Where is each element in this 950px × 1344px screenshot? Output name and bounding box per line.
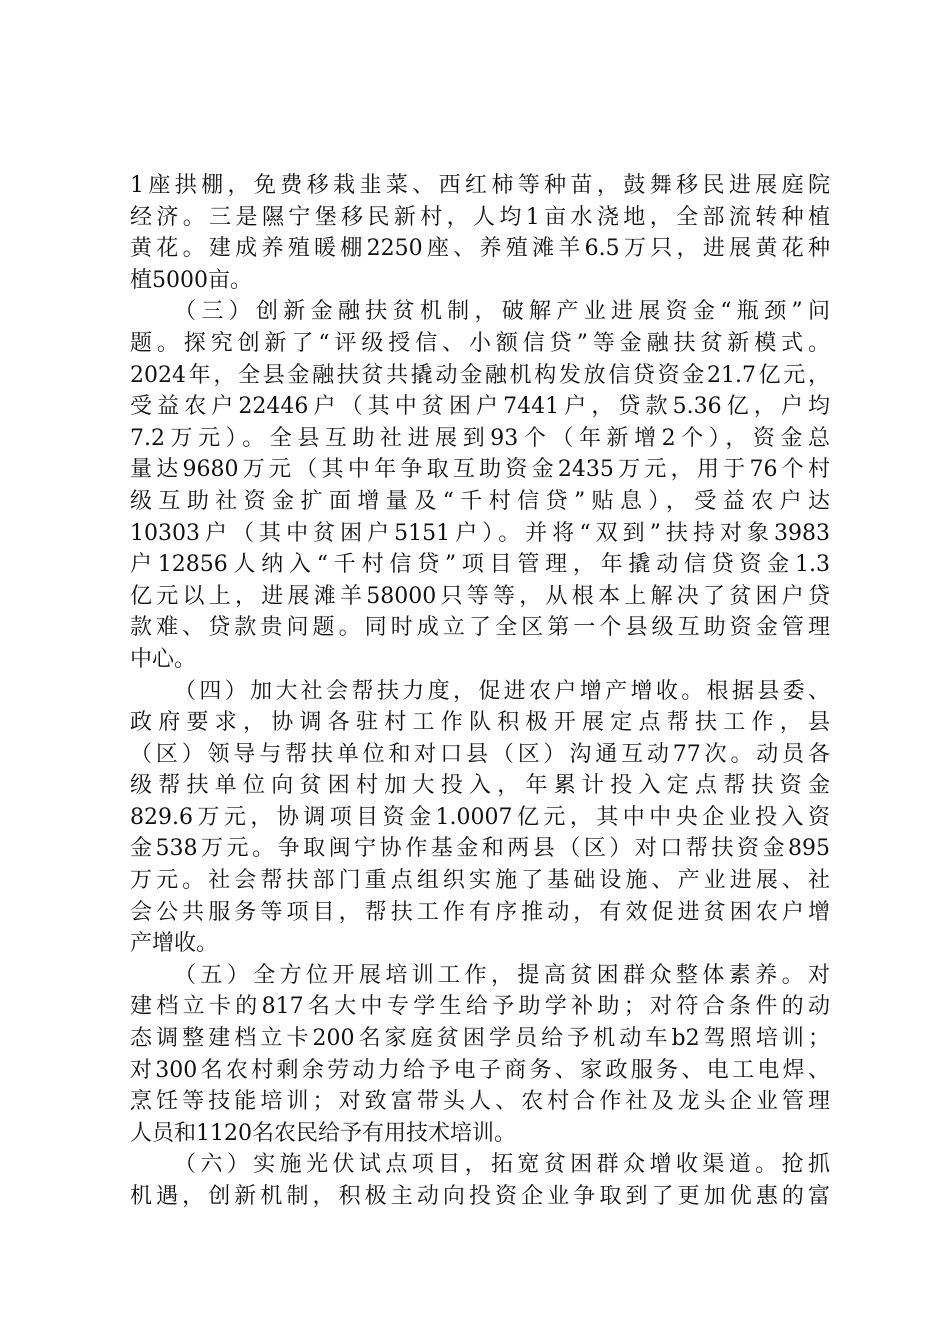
text-line: （六）实施光伏试点项目，拓宽贫困群众增收渠道。抢抓: [174, 1152, 830, 1178]
text-line: 户12856人纳入“千村信贷”项目管理，年撬动信贷资金1.3: [130, 552, 830, 578]
text-line: 金538万元。争取闽宁协作基金和两县（区）对口帮扶资金895: [130, 836, 830, 862]
text-line: 会公共服务等项目，帮扶工作有序推动，有效促进贫困农户增: [130, 899, 830, 925]
text-line: 中心。: [130, 646, 197, 672]
text-line: 量达9680万元（其中年争取互助资金2435万元，用于76个村: [130, 457, 830, 483]
text-line: 级互助社资金扩面增量及“千村信贷”贴息），受益农户达: [130, 488, 830, 514]
text-line: 1座拱棚，免费移栽韭菜、西红柿等种苗，鼓舞移民进展庭院: [130, 173, 830, 198]
text-line: 亿元以上，进展滩羊58000只等等，从根本上解决了贫困户贷: [130, 583, 830, 609]
text-line: 万元。社会帮扶部门重点组织实施了基础设施、产业进展、社: [130, 868, 830, 894]
text-line: 黄花。建成养殖暖棚2250座、养殖滩羊6.5万只，进展黄花种: [130, 236, 830, 262]
text-line: 人员和1120名农民给予有用技术培训。: [130, 1120, 516, 1146]
text-line: 烹饪等技能培训；对致富带头人、农村合作社及龙头企业管理: [130, 1089, 830, 1115]
text-line: （四）加大社会帮扶力度，促进农户增产增收。根据县委、: [174, 678, 830, 704]
text-line: （五）全方位开展培训工作，提高贫困群众整体素养。对: [174, 962, 830, 988]
text-line: 题。探究创新了“评级授信、小额信贷”等金融扶贫新模式。: [130, 330, 830, 356]
text-line: 政府要求，协调各驻村工作队积极开展定点帮扶工作，县: [130, 710, 830, 736]
text-line: 建档立卡的817名大中专学生给予助学补助；对符合条件的动: [130, 994, 830, 1020]
text-line: 机遇，创新机制，积极主动向投资企业争取到了更加优惠的富: [130, 1184, 830, 1209]
text-line: 7.2万元）。全县互助社进展到93个（年新增2个），资金总: [130, 425, 830, 451]
text-line: （三）创新金融扶贫机制，破解产业进展资金“瓶颈”问: [174, 299, 830, 325]
text-line: 对300名农村剩余劳动力给予电子商务、家政服务、电工电焊、: [130, 1057, 830, 1083]
text-line: 829.6万元，协调项目资金1.0007亿元，其中中央企业投入资: [130, 804, 830, 830]
text-line: 款难、贷款贵问题。同时成立了全区第一个县级互助资金管理: [130, 615, 830, 641]
text-line: 2024年，全县金融扶贫共撬动金融机构发放信贷资金21.7亿元，: [130, 362, 830, 388]
text-line: 产增收。: [130, 931, 219, 957]
text-line: 经济。三是隰宁堡移民新村，人均1亩水浇地，全部流转种植: [130, 204, 830, 230]
text-line: 10303户（其中贫困户5151户）。并将“双到”扶持对象3983: [130, 520, 830, 546]
text-line: 受益农户22446户（其中贫困户7441户，贷款5.36亿，户均: [130, 394, 830, 420]
text-line: （区）领导与帮扶单位和对口县（区）沟通互动77次。动员各: [130, 741, 830, 767]
document-body: [130, 170, 830, 1213]
text-line: 态调整建档立卡200名家庭贫困学员给予机动车b2驾照培训；: [130, 1026, 830, 1052]
text-line: 级帮扶单位向贫困村加大投入，年累计投入定点帮扶资金: [130, 773, 830, 799]
text-line: 植5000亩。: [130, 267, 252, 293]
